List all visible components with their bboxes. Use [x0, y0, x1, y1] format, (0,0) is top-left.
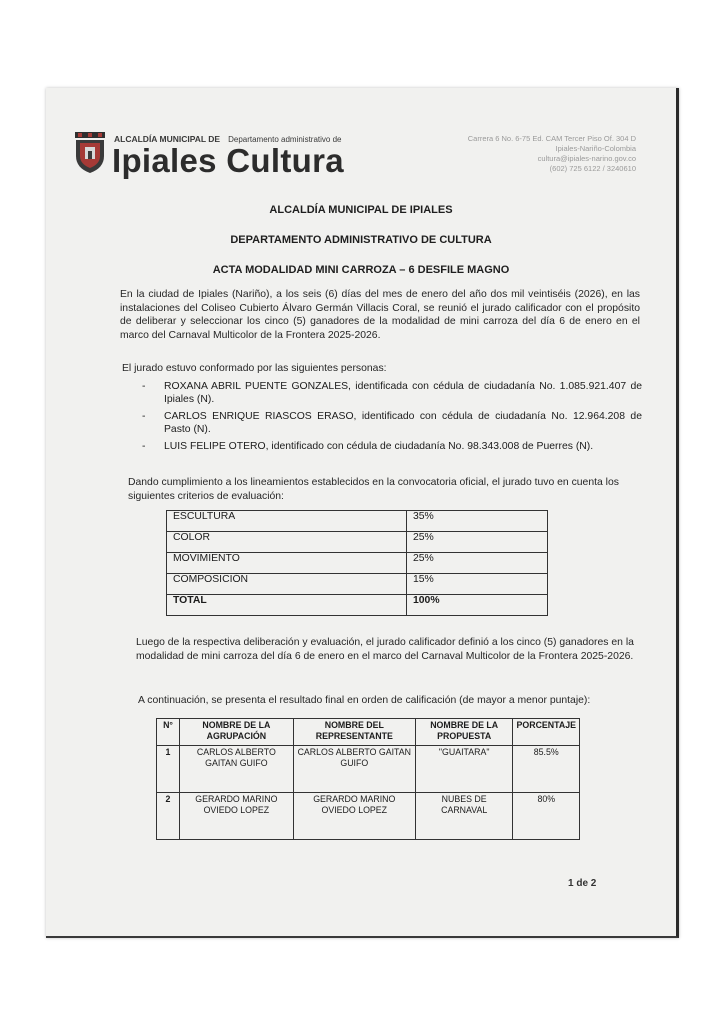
criteria-name: MOVIMIENTO: [167, 553, 407, 574]
criteria-row: [167, 553, 548, 574]
brand-department: Departamento administrativo de: [228, 135, 342, 144]
results-table: [156, 718, 580, 840]
criteria-value: 35%: [407, 511, 548, 532]
letterhead: [68, 130, 658, 180]
row-proposal: "GUAITARA": [415, 746, 513, 793]
row-percentage: 85.5%: [513, 746, 580, 793]
table-row: [157, 793, 580, 840]
row-percentage: 80%: [513, 793, 580, 840]
coat-of-arms-icon: [72, 132, 108, 174]
header-group: NOMBRE DE LA AGRUPACIÓN: [180, 719, 294, 746]
criteria-intro: Dando cumplimiento a los lineamientos establecidos en la convocatoria oficial, el jurado tuvo en cuenta los siguientes criterios de evaluación:: [128, 477, 619, 502]
criteria-row: [167, 511, 548, 532]
jury-member: - ROXANA ABRIL PUENTE GONZALES, identificada con cédula de ciudadanía No. 1.085.921.407 de Ipiales (N).: [142, 380, 642, 406]
criteria-name: ESCULTURA: [167, 511, 407, 532]
contact-address: Carrera 6 No. 6-75 Ed. CAM Tercer Piso Of. 304 D: [467, 134, 636, 143]
brand-small-name: ALCALDÍA MUNICIPAL DE: [114, 134, 221, 144]
criteria-name: COMPOSICIÓN: [167, 574, 407, 595]
table-row: [157, 746, 580, 793]
intro-paragraph: En la ciudad de Ipiales (Nariño), a los seis (6) días del mes de enero del año dos mil veintiséis (2026), en las instalaciones del Coliseo Cubierto Álvaro Germán Villacis Coral, se reunió el jurado calificador con el propósito de deliberar y seleccionar los cinco (5) ganadores de la modalidad de mini carroza del día 6 de enero en el marco del Carnaval Multicolor de la Frontera 2025-2026.: [120, 289, 640, 341]
contact-phone: (602) 725 6122 / 3240610: [549, 164, 636, 173]
row-number: 1: [157, 746, 180, 793]
header-percentage: PORCENTAJE: [513, 719, 580, 746]
title-alcaldia: ALCALDÍA MUNICIPAL DE IPIALES: [269, 204, 453, 216]
title-department: DEPARTAMENTO ADMINISTRATIVO DE CULTURA: [230, 234, 492, 246]
row-group: CARLOS ALBERTO GAITAN GUIFO: [180, 746, 294, 793]
brand-logo-text: Ipiales Cultura: [112, 142, 344, 179]
deliberation-paragraph: Luego de la respectiva deliberación y evaluación, el jurado calificador definió a los cinco (5) ganadores en la modalidad de mini carroza del día 6 de enero en el marco del Carnaval Multicolor de la Frontera 2025-2026.: [136, 637, 634, 662]
contact-block: [386, 134, 636, 174]
header-number: N°: [157, 719, 180, 746]
criteria-row: [167, 574, 548, 595]
header-proposal: NOMBRE DE LA PROPUESTA: [415, 719, 513, 746]
criteria-value: 25%: [407, 532, 548, 553]
header-representative: NOMBRE DEL REPRESENTANTE: [293, 719, 415, 746]
criteria-value: 15%: [407, 574, 548, 595]
document-page: [46, 88, 679, 938]
results-intro: A continuación, se presenta el resultado final en orden de calificación (de mayor a menor puntaje):: [138, 695, 591, 706]
row-proposal: NUBES DE CARNAVAL: [415, 793, 513, 840]
criteria-total-row: [167, 595, 548, 616]
page-number: 1 de 2: [568, 878, 597, 889]
contact-email: cultura@ipiales-narino.gov.co: [537, 154, 636, 163]
row-representative: CARLOS ALBERTO GAITAN GUIFO: [293, 746, 415, 793]
jury-member: - LUIS FELIPE OTERO, identificado con cédula de ciudadanía No. 98.343.008 de Puerres (N).: [142, 440, 642, 453]
criteria-row: [167, 532, 548, 553]
criteria-value: 100%: [407, 595, 548, 616]
jury-intro: El jurado estuvo conformado por las siguientes personas:: [122, 363, 387, 374]
row-representative: GERARDO MARINO OVIEDO LOPEZ: [293, 793, 415, 840]
title-acta: ACTA MODALIDAD MINI CARROZA – 6 DESFILE MAGNO: [212, 264, 510, 276]
row-number: 2: [157, 793, 180, 840]
criteria-name: TOTAL: [167, 595, 407, 616]
jury-list: [142, 380, 642, 457]
row-group: GERARDO MARINO OVIEDO LOPEZ: [180, 793, 294, 840]
contact-city: Ipiales-Nariño-Colombia: [555, 144, 636, 153]
results-header-row: [157, 719, 580, 746]
criteria-name: COLOR: [167, 532, 407, 553]
criteria-value: 25%: [407, 553, 548, 574]
criteria-table: [166, 510, 548, 616]
jury-member: - CARLOS ENRIQUE RIASCOS ERASO, identificado con cédula de ciudadanía No. 12.964.208 de Pasto (N).: [142, 410, 642, 436]
